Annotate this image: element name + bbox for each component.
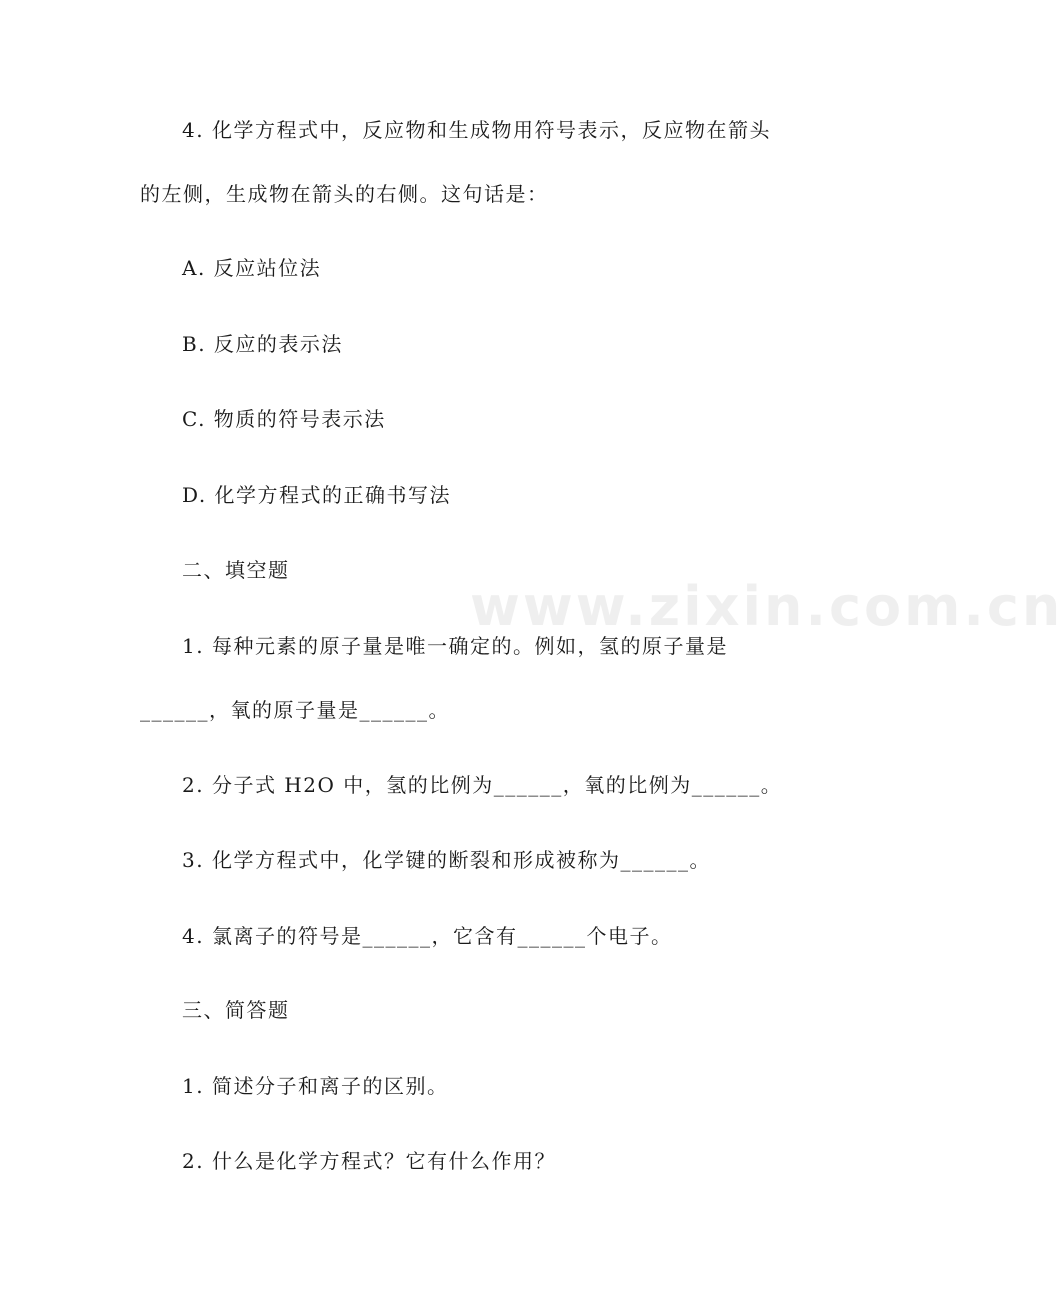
fill-blank-4: 4. 氯离子的符号是______，它含有______个电子。	[182, 924, 673, 948]
fill-blank-1-line-2: ______，氧的原子量是______。	[140, 698, 450, 722]
watermark: www.zixin.com.cn	[470, 575, 1063, 638]
option-c: C. 物质的符号表示法	[182, 407, 386, 431]
question-4-line-2: 的左侧，生成物在箭头的右侧。这句话是：	[140, 182, 549, 206]
question-4-line-1: 4. 化学方程式中，反应物和生成物用符号表示，反应物在箭头	[182, 118, 771, 142]
section-heading-fill-blank: 二、填空题	[182, 558, 290, 582]
short-answer-2: 2. 什么是化学方程式？它有什么作用？	[182, 1149, 556, 1173]
fill-blank-2: 2. 分子式 H2O 中，氢的比例为______，氧的比例为______。	[182, 773, 783, 797]
section-heading-short-answer: 三、简答题	[182, 998, 290, 1022]
option-b: B. 反应的表示法	[182, 332, 343, 356]
fill-blank-1-line-1: 1. 每种元素的原子量是唯一确定的。例如，氢的原子量是	[182, 634, 728, 658]
fill-blank-3: 3. 化学方程式中，化学键的断裂和形成被称为______。	[182, 848, 711, 872]
short-answer-1: 1. 简述分子和离子的区别。	[182, 1074, 449, 1098]
option-d: D. 化学方程式的正确书写法	[182, 483, 452, 507]
option-a: A. 反应站位法	[182, 256, 322, 280]
